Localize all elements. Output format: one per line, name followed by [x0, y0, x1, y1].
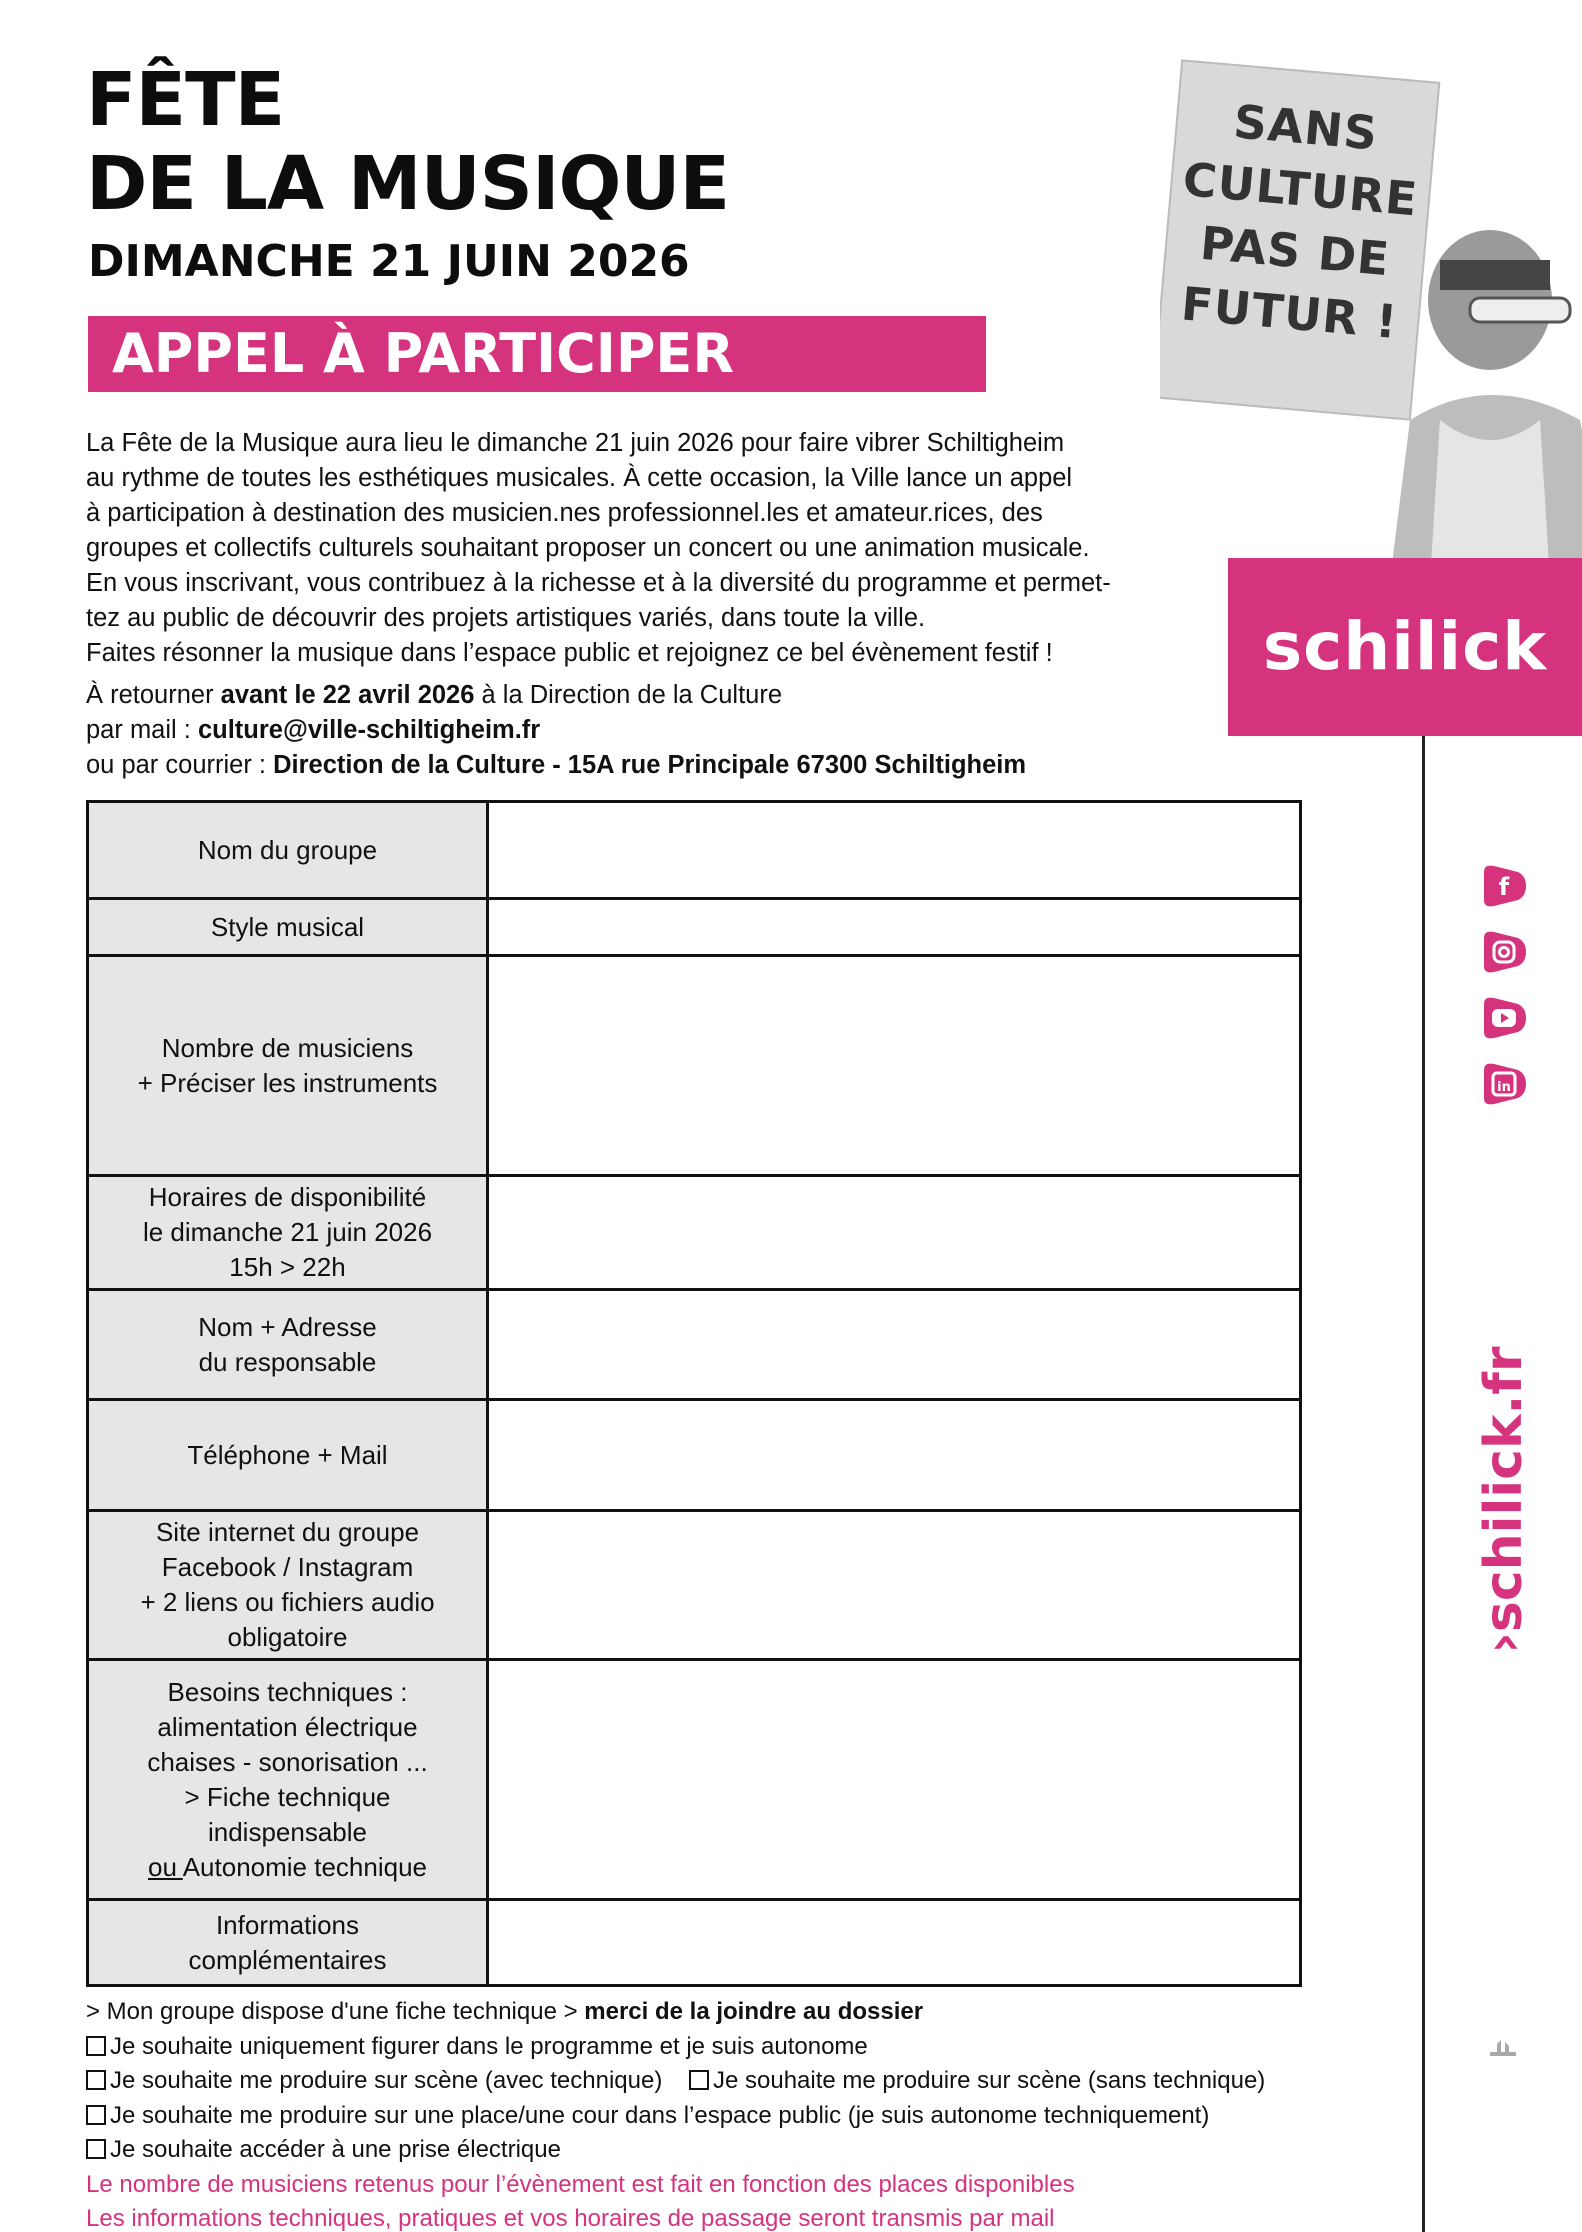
page-title	[86, 58, 729, 226]
checkbox[interactable]	[86, 2070, 106, 2090]
event-date: DIMANCHE 21 JUIN 2026	[88, 236, 690, 287]
field-availability[interactable]	[488, 1176, 1301, 1290]
field-label-phone-mail: Téléphone + Mail	[88, 1400, 488, 1511]
intro-line: groupes et collectifs culturels souhaitant proposer un concert ou une animation musicale.	[86, 534, 1090, 562]
contact-email[interactable]: culture@ville-schiltigheim.fr	[197, 716, 541, 744]
form-row	[88, 1176, 1301, 1290]
option-public-space: Je souhaite me produire sur une place/une cour dans l’espace public (je suis autonome techniquement)	[86, 2099, 1265, 2134]
checkbox[interactable]	[86, 2139, 106, 2159]
form-row	[88, 899, 1301, 956]
form-row	[88, 1290, 1301, 1400]
facebook-icon[interactable]	[1480, 862, 1528, 910]
intro-line: En vous inscrivant, vous contribuez à la richesse et à la diversité du programme et permet-	[86, 569, 1111, 597]
intro-line: tez au public de découvrir des projets artistiques variés, dans toute la ville.	[86, 604, 926, 632]
form-row	[88, 1511, 1301, 1660]
return-instructions: À retourner avant le 22 avril 2026 à la Direction de la Culture par mail : culture@ville-schiltigheim.fr ou par courrier : Direction de la Culture - 15A rue Principale 67300 Schiltigheim	[86, 681, 1027, 779]
selection-note: Le nombre de musiciens retenus pour l’évènement est fait en fonction des places disponibles	[86, 2170, 1075, 2198]
form-row	[88, 956, 1301, 1176]
info-note: Les informations techniques, pratiques et vos horaires de passage seront transmis par mail	[86, 2205, 1055, 2232]
form-row	[88, 802, 1301, 899]
intro-line: La Fête de la Musique aura lieu le dimanche 21 juin 2026 pour faire vibrer Schiltigheim	[86, 429, 1065, 457]
protest-photo	[1160, 30, 1582, 560]
field-label-contact-person: Nom + Adresse du responsable	[88, 1290, 488, 1400]
field-website[interactable]	[488, 1511, 1301, 1660]
website-vertical[interactable]: ›schilick.fr	[1474, 1346, 1534, 1654]
linkedin-icon[interactable]	[1480, 1060, 1528, 1108]
intro-line: Faites résonner la musique dans l’espace public et rejoignez ce bel évènement festif !	[86, 639, 1053, 667]
field-style[interactable]	[488, 899, 1301, 956]
field-label-availability: Horaires de disponibilité le dimanche 21 juin 2026 15h > 22h	[88, 1176, 488, 1290]
option-stage-row: Je souhaite me produire sur scène (avec technique) Je souhaite me produire sur scène (sans technique)	[86, 2064, 1265, 2099]
field-phone-mail[interactable]	[488, 1400, 1301, 1511]
intro-line: à participation à destination des musicien.nes professionnel.les et amateur.rices, des	[86, 499, 1043, 527]
field-additional-info[interactable]	[488, 1900, 1301, 1986]
form-row	[88, 1900, 1301, 1986]
intro-line: au rythme de toutes les esthétiques musicales. À cette occasion, la Ville lance un appel	[86, 464, 1073, 492]
person-silhouette	[1370, 220, 1582, 560]
field-label-technical-needs: Besoins techniques : alimentation électrique chaises - sonorisation ... > Fiche technique indispensable ou Autonomie technique	[88, 1660, 488, 1900]
instagram-icon[interactable]	[1480, 928, 1528, 976]
checkbox[interactable]	[86, 2105, 106, 2125]
field-technical-needs[interactable]	[488, 1660, 1301, 1900]
svg-text:in: in	[1497, 1080, 1511, 1095]
title-line-2: DE LA MUSIQUE	[86, 141, 730, 227]
field-label-additional-info: Informations complémentaires	[88, 1900, 488, 1986]
form-row	[88, 1660, 1301, 1900]
registration-form	[86, 800, 1302, 1987]
options-section	[86, 1995, 1265, 2232]
youtube-icon[interactable]	[1480, 994, 1528, 1042]
field-label-group-name: Nom du groupe	[88, 802, 488, 899]
title-line-1: FÊTE	[86, 57, 285, 143]
deadline: avant le 22 avril 2026	[220, 681, 475, 709]
field-musicians[interactable]	[488, 956, 1301, 1176]
option-power-outlet: Je souhaite accéder à une prise électrique	[86, 2133, 1265, 2168]
checkbox[interactable]	[86, 2036, 106, 2056]
postal-address: Direction de la Culture - 15A rue Principale 67300 Schiltigheim	[273, 751, 1027, 779]
intro-paragraph	[86, 426, 1206, 671]
field-group-name[interactable]	[488, 802, 1301, 899]
form-row	[88, 1400, 1301, 1511]
field-label-website: Site internet du groupe Facebook / Instagram + 2 liens ou fichiers audio obligatoire	[88, 1511, 488, 1660]
schilick-logo: schilick	[1228, 558, 1582, 736]
svg-text:f: f	[1498, 873, 1510, 901]
protest-sign: SANS CULTURE PAS DE FUTUR !	[1160, 59, 1440, 420]
printer-mark-icon	[1488, 2036, 1518, 2060]
sidebar-divider	[1422, 736, 1425, 2232]
call-banner: APPEL À PARTICIPER	[88, 316, 986, 392]
field-label-style: Style musical	[88, 899, 488, 956]
checkbox[interactable]	[689, 2070, 709, 2090]
field-label-musicians: Nombre de musiciens + Préciser les instruments	[88, 956, 488, 1176]
tech-sheet-note: > Mon groupe dispose d'une fiche technique > merci de la joindre au dossier	[86, 1998, 924, 2025]
option-program-only: Je souhaite uniquement figurer dans le programme et je suis autonome	[86, 2030, 1265, 2065]
field-contact-person[interactable]	[488, 1290, 1301, 1400]
